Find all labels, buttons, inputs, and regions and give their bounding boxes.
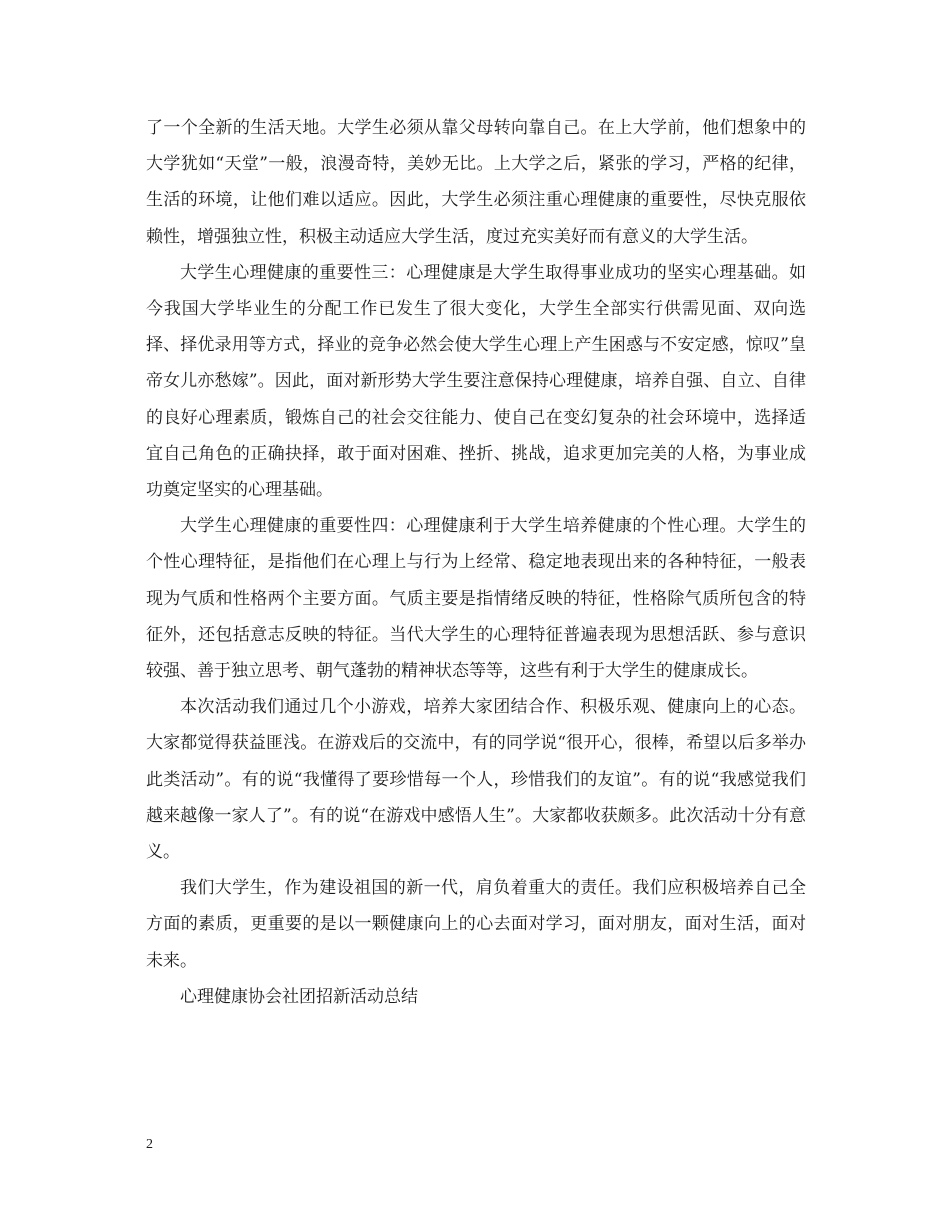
page-number: 2 <box>146 1137 153 1152</box>
paragraph-continuation: 了一个全新的生活天地。大学生必须从靠父母转向靠自己。在上大学前，他们想象中的大学犹如“天堂”一般，浪漫奇特，美妙无比。上大学之后，紧张的学习，严格的纪律，生活的环境，让他们难以适应。因此，大学生必须注重心理健康的重要性，尽快克服依赖性，增强独立性，积极主动适应大学生活，度过充实美好而有意义的大学生活。 <box>146 118 806 247</box>
section-heading: 心理健康协会社团招新活动总结 <box>180 986 418 1007</box>
paragraph-importance-three: 大学生心理健康的重要性三：心理健康是大学生取得事业成功的坚实心理基础。如今我国大学毕业生的分配工作已发生了很大变化，大学生全部实行供需见面、双向选择、择优录用等方式，择业的竞争必然会使大学生心理上产生困惑与不安定感，惊叹”皇帝女儿亦愁嫁”。因此，面对新形势大学生要注意保持心理健康，培养自强、自立、自律的良好心理素质，锻炼自己的社会交往能力、使自己在变幻复杂的社会环境中，选择适宜自己角色的正确抉择，敢于面对困难、挫折、挑战，追求更加完美的人格，为事业成功奠定坚实的心理基础。 <box>146 262 806 501</box>
paragraph-importance-four: 大学生心理健康的重要性四：心理健康利于大学生培养健康的个性心理。大学生的个性心理特征，是指他们在心理上与行为上经常、稳定地表现出来的各种特征，一般表现为气质和性格两个主要方面。气质主要是指情绪反映的特征，性格除气质所包含的特征外，还包括意志反映的特征。当代大学生的心理特征普遍表现为思想活跃、参与意识较强、善于独立思考、朝气蓬勃的精神状态等等，这些有利于大学生的健康成长。 <box>146 516 806 682</box>
paragraph-activity-summary: 本次活动我们通过几个小游戏，培养大家团结合作、积极乐观、健康向上的心态。大家都觉得获益匪浅。在游戏后的交流中，有的同学说“很开心，很棒，希望以后多举办此类活动”。有的说“我懂得了要珍惜每一个人，珍惜我们的友谊”。有的说“我感觉我们越来越像一家人了”。有的说“在游戏中感悟人生”。大家都收获颇多。此次活动十分有意义。 <box>146 697 806 863</box>
document-body <box>146 110 806 1015</box>
paragraph-conclusion: 我们大学生，作为建设祖国的新一代，肩负着重大的责任。我们应积极培养自己全方面的素质，更重要的是以一颗健康向上的心去面对学习，面对朋友，面对生活，面对未来。 <box>146 878 806 971</box>
